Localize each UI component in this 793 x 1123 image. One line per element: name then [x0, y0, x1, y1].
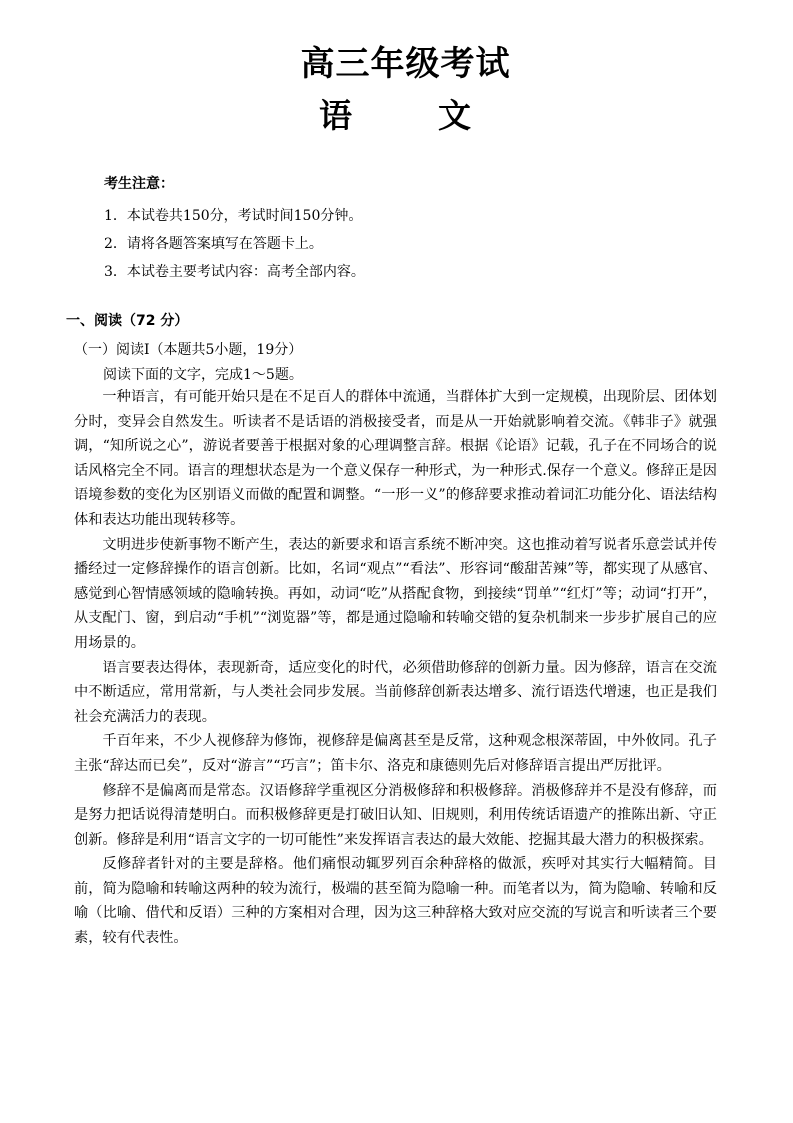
passage-paragraph: 语言要表达得体，表现新奇，适应变化的时代，必须借助修辞的创新力量。因为修辞，语言在交流中不断适应，常用常新，与人类社会同步发展。当前修辞创新表达增多、流行语迭代增速，也正是我们社会充满活力的表现。: [74, 659, 717, 725]
notice-list: [104, 202, 365, 286]
section-subheading: （一）阅读Ⅰ（本题共5小题，19分）: [74, 342, 303, 358]
subject-char-left: 语: [319, 96, 352, 135]
passage-paragraph: 千百年来，不少人视修辞为修饰，视修辞是偏离甚至是反常，这种观念根深蒂固，中外攸同。孔子主张“辞达而已矣”，反对“游言”“巧言”；笛卡尔、洛克和康德则先后对修辞语言提出严厉批评。: [74, 733, 717, 774]
notice-heading: 考生注意：: [104, 176, 174, 192]
passage-paragraph: 反修辞者针对的主要是辞格。他们痛恨动辄罗列百余种辞格的做派，疾呼对其实行大幅精简。目前，简为隐喻和转喻这两种的较为流行，极端的甚至简为隐喻一种。而笔者以为，简为隐喻、转喻和反喻（比喻、借代和反语）三种的方案相对合理，因为这三种辞格大致对应交流的写说言和听读者三个要素，较有代表性。: [74, 856, 717, 947]
notice-item: 3．本试卷主要考试内容：高考全部内容。: [104, 264, 365, 280]
notice-item: 1．本试卷共150分，考试时间150分钟。: [104, 208, 363, 224]
subject-title: [0, 96, 790, 136]
passage-paragraph: 一种语言，有可能开始只是在不足百人的群体中流通，当群体扩大到一定规模，出现阶层、团体划分时，变异会自然发生。听读者不是话语的消极接受者，而是从一开始就影响着交流。《韩非子》就强调，“知所说之心”，游说者要善于根据对象的心理调整言辞。根据《论语》记载，孔子在不同场合的说话风格完全不同。语言的理想状态是为一个意义保存一种形式，为一种形式.保存一个意义。修辞正是因语境参数的变化为区别语义而做的配置和调整。“一形一义”的修辞要求推动着词汇功能分化、语法结构体和表达功能出现转移等。: [74, 389, 717, 528]
exam-title: 高三年级考试: [300, 44, 511, 84]
notice-item: 2．请将各题答案填写在答题卡上。: [104, 236, 323, 252]
passage-paragraph: 文明进步使新事物不断产生，表达的新要求和语言系统不断冲突。这也推动着写说者乐意尝试并传播经过一定修辞操作的语言创新。比如，名词“观点”“看法”、形容词“酸甜苦辣”等，都实现了从感官、感觉到心智情感领域的隐喻转换。再如，动词“吃”从搭配食物，到接续“罚单”“红灯”等；动词“打开”，从支配门、窗，到启动“手机”“浏览器”等，都是通过隐喻和转喻交错的复杂机制来一步步扩展自己的应用场景的。: [74, 536, 717, 651]
section-heading: 一、阅读（72 分）: [66, 313, 189, 329]
subject-char-right: 文: [438, 96, 471, 135]
reading-passage: [74, 385, 717, 951]
reading-instruction: 阅读下面的文字，完成1～5题。: [103, 367, 303, 383]
passage-paragraph: 修辞不是偏离而是常态。汉语修辞学重视区分消极修辞和积极修辞。消极修辞并不是没有修辞，而是努力把话说得清楚明白。而积极修辞更是打破旧认知、旧规则，利用传统话语遗产的推陈出新、守正创新。修辞是利用“语言文字的一切可能性”来发挥语言表达的最大效能、挖掘其最大潜力的积极探索。: [74, 782, 717, 848]
